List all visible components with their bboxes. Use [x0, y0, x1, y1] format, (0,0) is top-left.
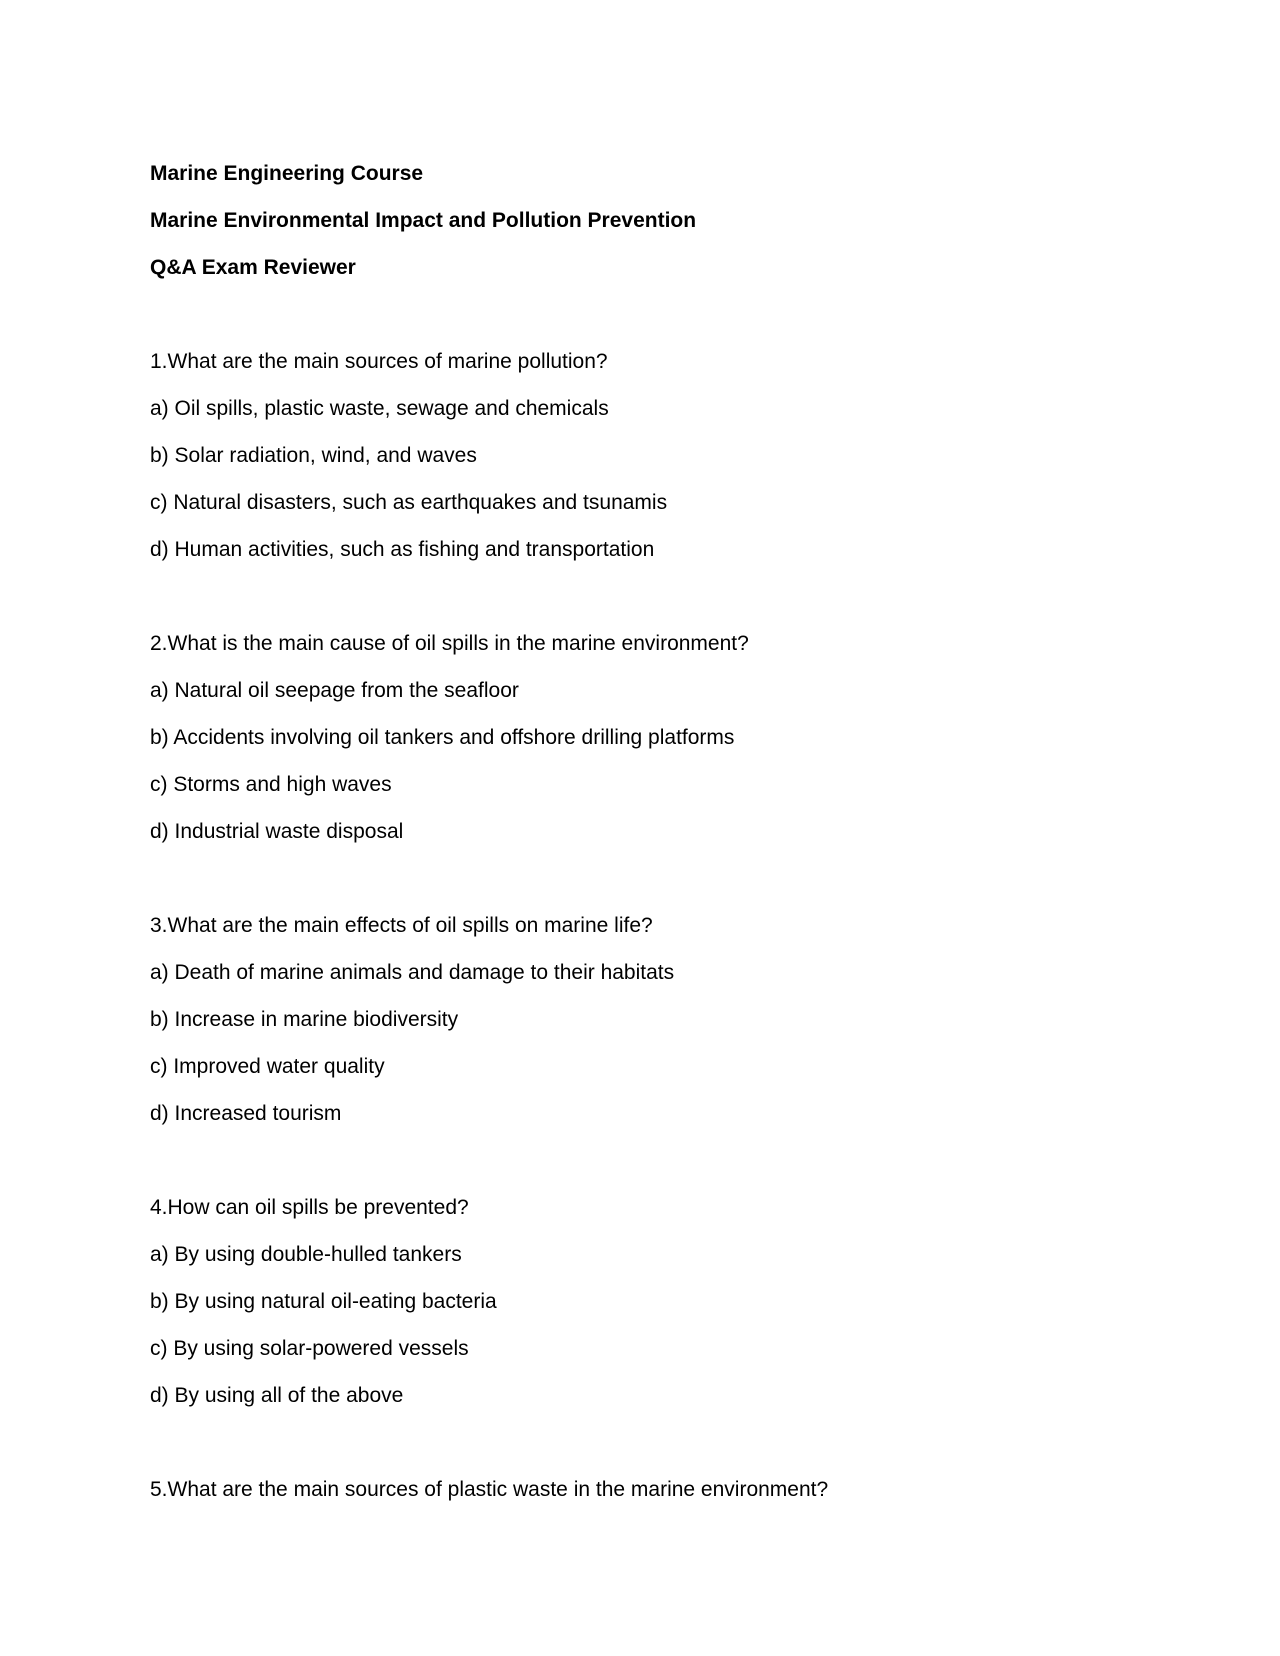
document-body	[150, 150, 1150, 1513]
question-2-option-a: a) Natural oil seepage from the seafloor	[150, 679, 519, 702]
question-4-option-d: d) By using all of the above	[150, 1384, 404, 1407]
question-3-option-b: b) Increase in marine biodiversity	[150, 1008, 459, 1031]
question-4-option-a: a) By using double-hulled tankers	[150, 1243, 462, 1266]
document-type: Q&A Exam Reviewer	[150, 256, 356, 279]
question-1-option-c: c) Natural disasters, such as earthquakes and tsunamis	[150, 491, 668, 514]
question-3: 3.What are the main effects of oil spills on marine life?	[150, 914, 653, 937]
question-5: 5.What are the main sources of plastic waste in the marine environment?	[150, 1478, 829, 1501]
question-2-option-c: c) Storms and high waves	[150, 773, 392, 796]
question-1-option-a: a) Oil spills, plastic waste, sewage and chemicals	[150, 397, 609, 420]
question-4-option-b: b) By using natural oil-eating bacteria	[150, 1290, 497, 1313]
subject-title: Marine Environmental Impact and Pollution Prevention	[150, 209, 697, 232]
question-3-option-a: a) Death of marine animals and damage to their habitats	[150, 961, 675, 984]
question-4: 4.How can oil spills be prevented?	[150, 1196, 469, 1219]
question-3-option-d: d) Increased tourism	[150, 1102, 342, 1125]
question-2-option-b: b) Accidents involving oil tankers and offshore drilling platforms	[150, 726, 735, 749]
question-3-option-c: c) Improved water quality	[150, 1055, 385, 1078]
question-1-option-d: d) Human activities, such as fishing and transportation	[150, 538, 655, 561]
question-2-option-d: d) Industrial waste disposal	[150, 820, 404, 843]
question-4-option-c: c) By using solar-powered vessels	[150, 1337, 469, 1360]
question-1-option-b: b) Solar radiation, wind, and waves	[150, 444, 477, 467]
question-2: 2.What is the main cause of oil spills in the marine environment?	[150, 632, 749, 655]
course-title: Marine Engineering Course	[150, 162, 424, 185]
question-1: 1.What are the main sources of marine pollution?	[150, 350, 608, 373]
